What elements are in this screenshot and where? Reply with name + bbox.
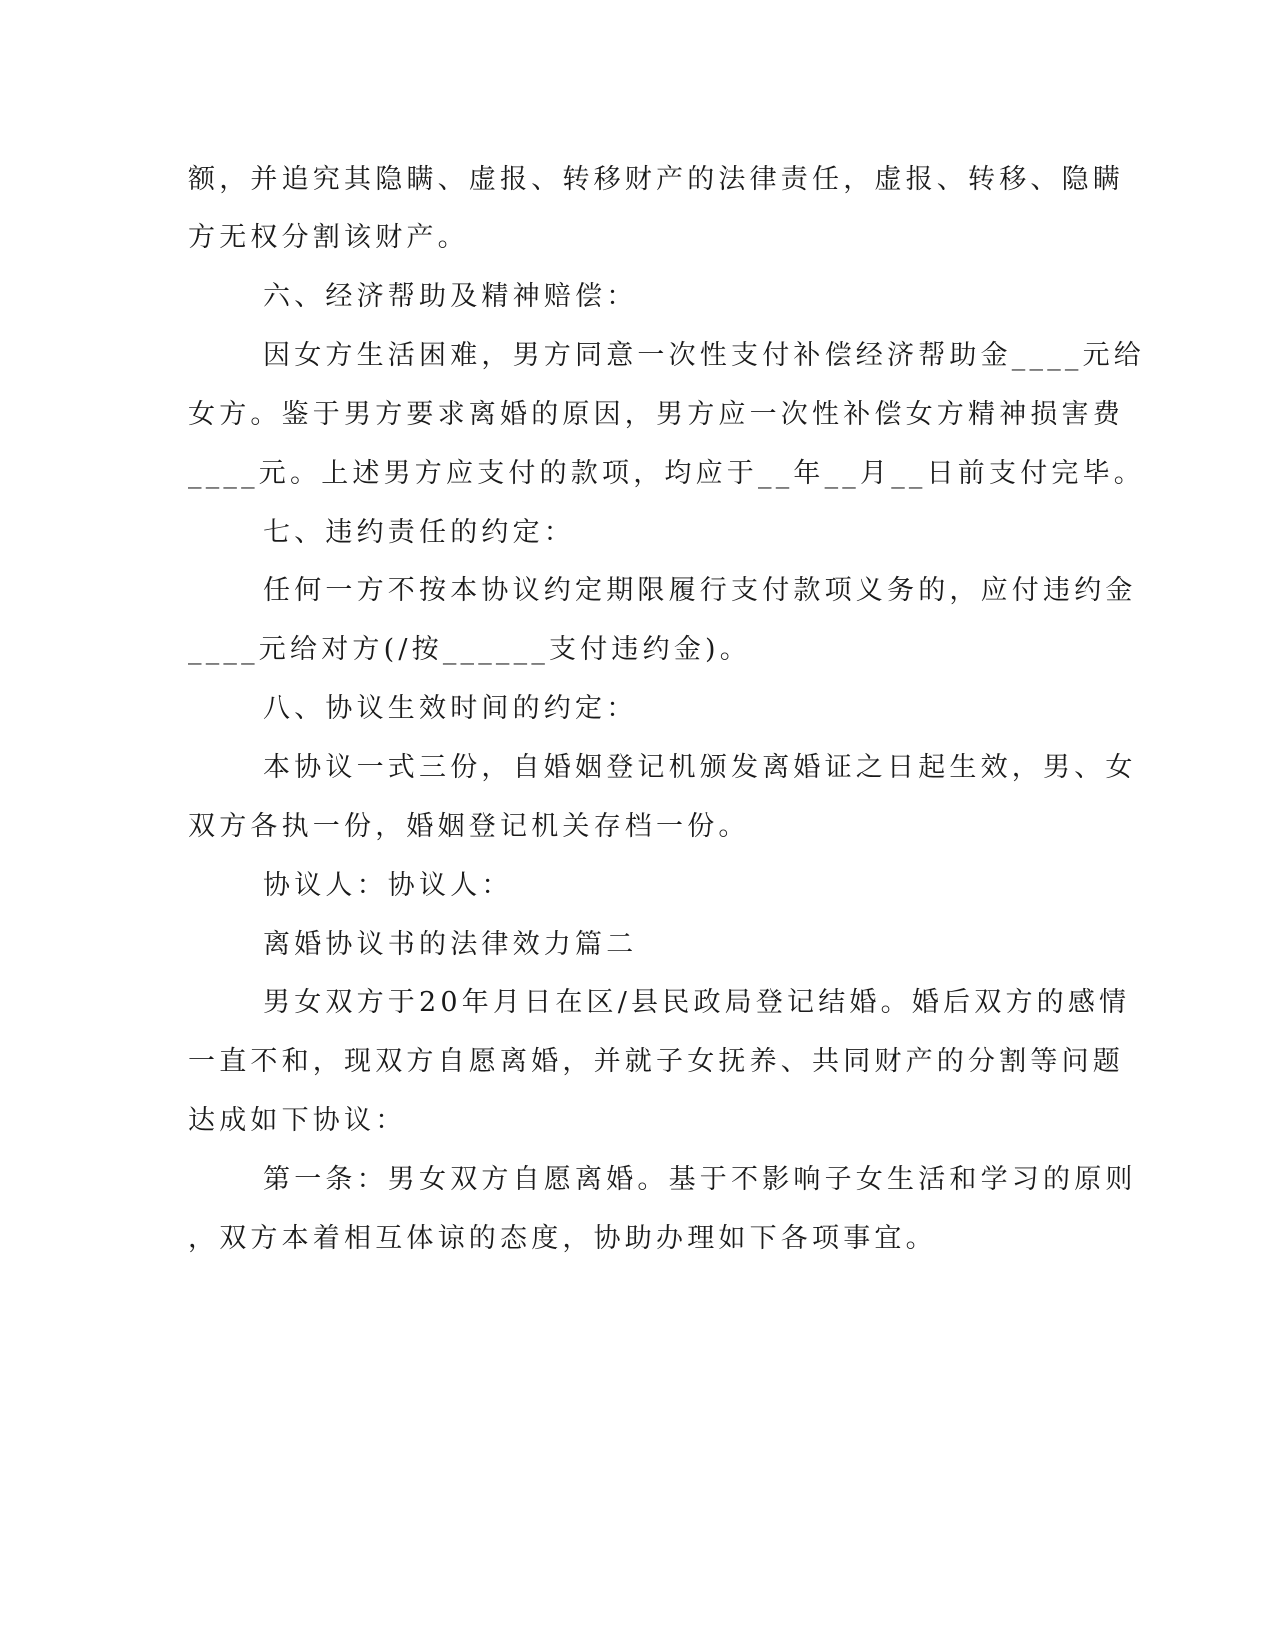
text-line: ____元。上述男方应支付的款项，均应于__年__月__日前支付完毕。 (188, 458, 1145, 489)
section-heading: 七、违约责任的约定： (263, 517, 575, 548)
section-heading: 八、协议生效时间的约定： (263, 693, 638, 724)
text-line: 双方各执一份，婚姻登记机关存档一份。 (188, 811, 750, 842)
text-line: 任何一方不按本协议约定期限履行支付款项义务的，应付违约金 (263, 575, 1137, 606)
article-title: 离婚协议书的法律效力篇二 (263, 929, 638, 960)
text-line: 达成如下协议： (188, 1105, 407, 1136)
signature-line: 协议人：协议人： (263, 870, 513, 901)
text-line: ，双方本着相互体谅的态度，协助办理如下各项事宜。 (188, 1223, 937, 1254)
text-line: 本协议一式三份，自婚姻登记机颁发离婚证之日起生效，男、女 (263, 752, 1137, 783)
text-line: ____元给对方(/按______支付违约金)。 (188, 634, 751, 665)
text-line: 因女方生活困难，男方同意一次性支付补偿经济帮助金____元给 (263, 340, 1145, 371)
section-heading: 六、经济帮助及精神赔偿： (263, 281, 638, 312)
text-line: 方无权分割该财产。 (188, 222, 469, 253)
text-line: 额，并追究其隐瞒、虚报、转移财产的法律责任，虚报、转移、隐瞒 (188, 164, 1124, 195)
text-line: 男女双方于20年月日在区/县民政局登记结婚。婚后双方的感情 (263, 987, 1131, 1018)
text-line: 一直不和，现双方自愿离婚，并就子女抚养、共同财产的分割等问题 (188, 1046, 1124, 1077)
text-line: 第一条：男女双方自愿离婚。基于不影响子女生活和学习的原则 (263, 1164, 1137, 1195)
text-line: 女方。鉴于男方要求离婚的原因，男方应一次性补偿女方精神损害费 (188, 399, 1124, 430)
